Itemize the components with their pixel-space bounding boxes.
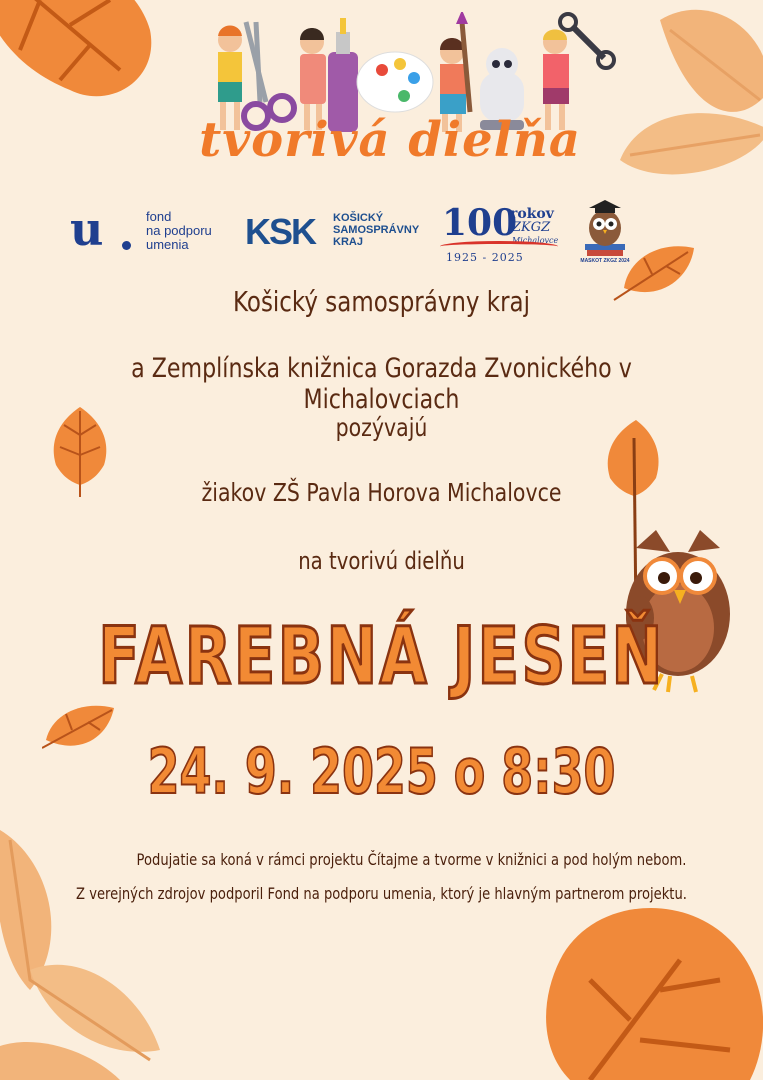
invitation-line-2: a Zemplínska knižnica Gorazda Zvonického v Michalovciach bbox=[131, 353, 632, 415]
anniversary-rokov: rokov bbox=[510, 206, 554, 222]
fund-for-arts-logo bbox=[70, 202, 240, 258]
anniversary-zkgz: ZKGZ bbox=[512, 220, 551, 235]
ksk-text-line2: SAMOSPRÁVNY bbox=[333, 224, 420, 236]
anniversary-years: 1925 - 2025 bbox=[446, 251, 524, 264]
project-note-2: Z verejných zdrojov podporil Fond na podporu umenia, ktorý je hlavným partnerom projektu. bbox=[76, 884, 687, 903]
anniversary-100-years-logo bbox=[440, 203, 560, 267]
fpu-text-line3: umenia bbox=[146, 237, 189, 252]
top-right-leaf-decoration bbox=[600, 0, 763, 190]
ksk-logo-mark: KSK bbox=[245, 211, 316, 252]
ksk-text-line3: KRAJ bbox=[333, 236, 363, 248]
fpu-logo-mark: u bbox=[70, 202, 104, 256]
owl-mascot-logo bbox=[575, 196, 635, 272]
kosice-region-logo bbox=[245, 210, 425, 256]
project-note-1: Podujatie sa koná v rámci projektu Čítajme a tvorme v knižnici a pod holým nebom. bbox=[136, 850, 687, 869]
invitation-line-3: pozývajú bbox=[335, 413, 428, 442]
top-left-leaf-decoration bbox=[0, 0, 180, 140]
fpu-text-line2: na podporu bbox=[146, 223, 212, 238]
invitation-line-5: na tvorivú dielňu bbox=[298, 547, 465, 575]
invitation-line-4: žiakov ZŠ Pavla Horova Michalovce bbox=[201, 478, 562, 507]
bottom-right-leaf-decoration bbox=[530, 900, 763, 1080]
ksk-text-line1: KOŠICKÝ bbox=[333, 212, 384, 224]
anniversary-city: Michalovce bbox=[512, 236, 559, 245]
owl-logo-caption: MASKOT ZKGZ 2024 bbox=[580, 258, 630, 264]
invitation-line-1: Košický samosprávny kraj bbox=[233, 285, 530, 318]
ksk-logo-text bbox=[333, 212, 419, 248]
event-datetime: 24. 9. 2025 o 8:30 bbox=[147, 735, 616, 808]
workshop-banner-title: tvorivá dielňa bbox=[199, 112, 581, 168]
fpu-text-line1: fond bbox=[146, 209, 172, 224]
anniversary-number: 100 bbox=[442, 202, 518, 244]
event-title: FAREBNÁ JESEŇ bbox=[98, 612, 665, 702]
fpu-logo-dot bbox=[122, 241, 131, 250]
fpu-logo-text bbox=[146, 210, 212, 252]
